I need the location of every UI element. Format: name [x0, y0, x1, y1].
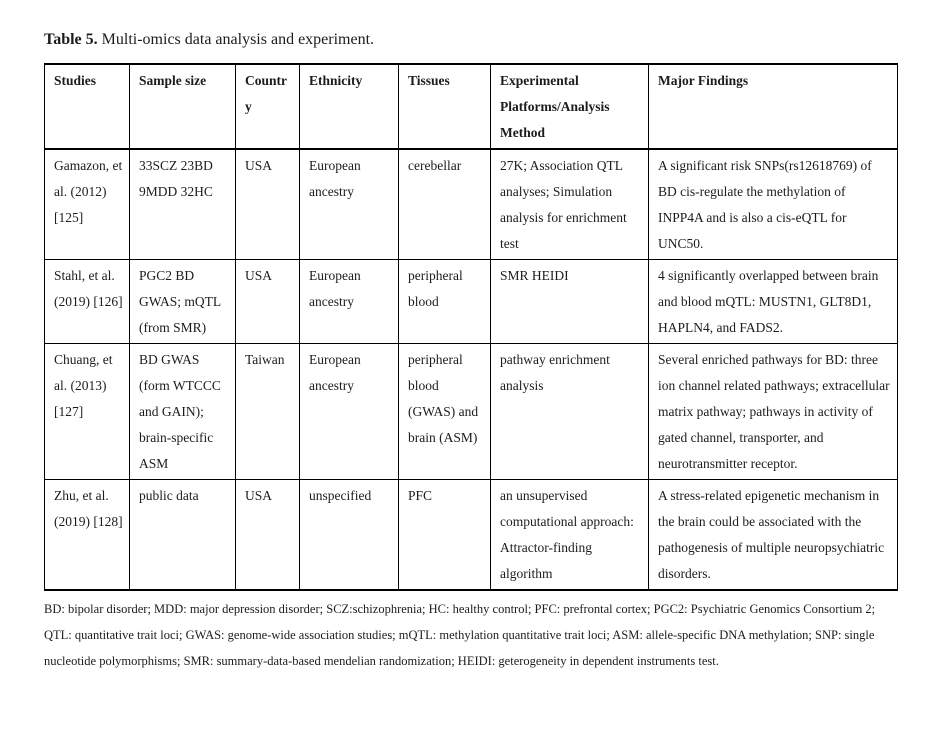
- cell-country: Taiwan: [236, 344, 300, 480]
- column-header-sample-size: Sample size: [130, 64, 236, 149]
- cell-tissues: cerebellar: [399, 149, 491, 260]
- cell-major-findings: Several enriched pathways for BD: three ion channel related pathways; extracellular matrix pathway; pathways in activity of gated channel, transporter, and neurotransmitter receptor.: [649, 344, 898, 480]
- cell-studies: Zhu, et al. (2019) [128]: [45, 480, 130, 591]
- table-row-zhu: [45, 480, 898, 591]
- cell-sample-size: BD GWAS (form WTCCC and GAIN); brain-specific ASM: [130, 344, 236, 480]
- table-row-gamazon: [45, 149, 898, 260]
- column-header-studies: Studies: [45, 64, 130, 149]
- cell-ethnicity: unspecified: [300, 480, 399, 591]
- cell-studies: Chuang, et al. (2013) [127]: [45, 344, 130, 480]
- cell-major-findings: 4 significantly overlapped between brain and blood mQTL: MUSTN1, GLT8D1, HAPLN4, and FADS2.: [649, 260, 898, 344]
- cell-ethnicity: European ancestry: [300, 149, 399, 260]
- table-caption-text: Multi-omics data analysis and experiment.: [97, 31, 375, 48]
- cell-sample-size: public data: [130, 480, 236, 591]
- table-footnote: BD: bipolar disorder; MDD: major depression disorder; SCZ:schizophrenia; HC: healthy control; PFC: prefrontal cortex; PGC2: Psychiatric Genomics Consortium 2; QTL: quantitative trait loci; GWAS: genome-wide association studies; mQTL: methylation quantitative trait loci; ASM: allele-specific DNA methylation; SNP: single nucleotide polymorphisms; SMR: summary-data-based mendelian randomization; HEIDI: geterogeneity in dependent instruments test.: [44, 602, 876, 668]
- header-row: [45, 64, 898, 149]
- column-header-major-findings: Major Findings: [649, 64, 898, 149]
- cell-major-findings: A stress-related epigenetic mechanism in the brain could be associated with the pathogenesis of multiple neuropsychiatric disorders.: [649, 480, 898, 591]
- cell-tissues: peripheral blood (GWAS) and brain (ASM): [399, 344, 491, 480]
- table-caption: [44, 30, 898, 50]
- table-row-stahl: [45, 260, 898, 344]
- column-header-ethnicity: Ethnicity: [300, 64, 399, 149]
- cell-country: USA: [236, 480, 300, 591]
- cell-country: USA: [236, 149, 300, 260]
- cell-ethnicity: European ancestry: [300, 344, 399, 480]
- column-header-tissues: Tissues: [399, 64, 491, 149]
- column-header-country: Country: [236, 64, 300, 149]
- cell-tissues: peripheral blood: [399, 260, 491, 344]
- cell-platforms: pathway enrichment analysis: [491, 344, 649, 480]
- cell-sample-size: PGC2 BD GWAS; mQTL (from SMR): [130, 260, 236, 344]
- cell-platforms: an unsupervised computational approach: Attractor-finding algorithm: [491, 480, 649, 591]
- cell-platforms: 27K; Association QTL analyses; Simulation analysis for enrichment test: [491, 149, 649, 260]
- cell-platforms: SMR HEIDI: [491, 260, 649, 344]
- table-caption-label: Table 5.: [44, 31, 98, 48]
- table-row-chuang: [45, 344, 898, 480]
- multi-omics-table: [44, 63, 898, 591]
- cell-sample-size: 33SCZ 23BD 9MDD 32HC: [130, 149, 236, 260]
- cell-major-findings: A significant risk SNPs(rs12618769) of BD cis-regulate the methylation of INPP4A and is also a cis-eQTL for UNC50.: [649, 149, 898, 260]
- column-header-platforms: Experimental Platforms/Analysis Method: [491, 64, 649, 149]
- cell-country: USA: [236, 260, 300, 344]
- cell-tissues: PFC: [399, 480, 491, 591]
- cell-studies: Stahl, et al. (2019) [126]: [45, 260, 130, 344]
- cell-studies: Gamazon, et al. (2012) [125]: [45, 149, 130, 260]
- cell-ethnicity: European ancestry: [300, 260, 399, 344]
